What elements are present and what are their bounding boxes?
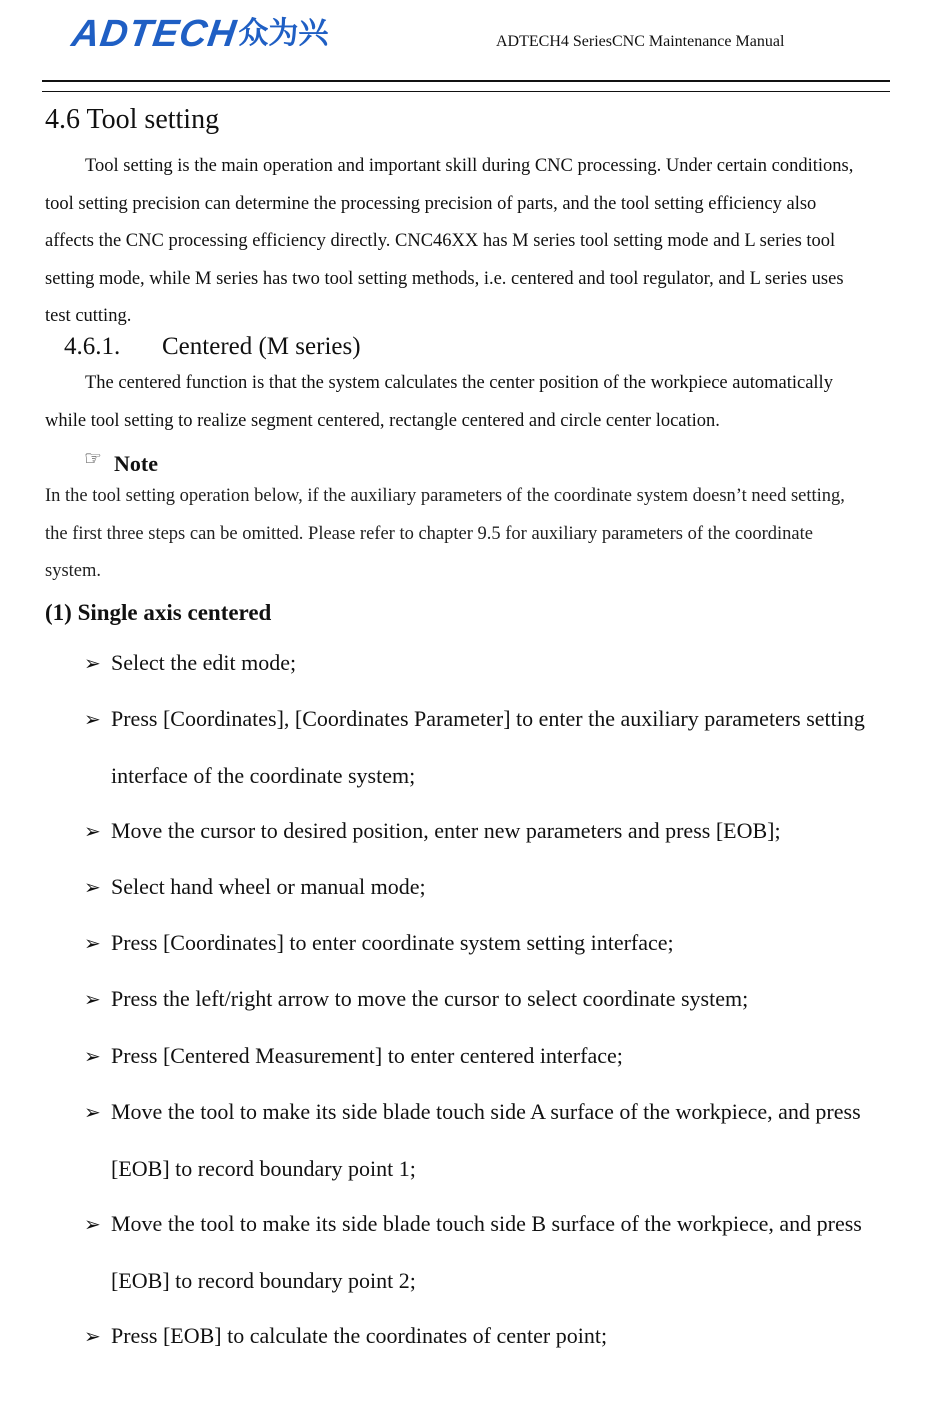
- note-paragraph: [45, 478, 845, 591]
- subsection-paragraph: [45, 365, 833, 440]
- step-text: Press [EOB] to calculate the coordinates of center point;: [111, 1323, 608, 1348]
- arrow-bullet-icon: ➢: [84, 1326, 101, 1348]
- note-line: In the tool setting operation below, if the auxiliary parameters of the coordinate system doesn’t need setting,: [45, 486, 845, 506]
- page-header: [0, 0, 950, 100]
- step-text: Select the edit mode;: [111, 650, 297, 675]
- arrow-bullet-icon: ➢: [84, 709, 101, 731]
- procedure-step: [84, 1084, 861, 1197]
- section-title: Tool setting: [86, 104, 220, 135]
- procedure-step: [84, 1196, 862, 1309]
- section-intro-paragraph: [45, 148, 853, 336]
- note-line: system.: [45, 561, 102, 581]
- arrow-bullet-icon: ➢: [84, 989, 101, 1011]
- procedure-step: [84, 1308, 607, 1365]
- arrow-bullet-icon: ➢: [84, 877, 101, 899]
- intro-line: setting mode, while M series has two tool setting methods, i.e. centered and tool regulator, and L series uses: [45, 268, 844, 289]
- step-text: Move the cursor to desired position, enter new parameters and press [EOB];: [111, 818, 781, 843]
- arrow-bullet-icon: ➢: [84, 653, 101, 675]
- procedure-step: [84, 915, 674, 972]
- procedure-step: [84, 691, 865, 804]
- arrow-bullet-icon: ➢: [84, 1102, 101, 1124]
- step-text: Move the tool to make its side blade touch side A surface of the workpiece, and press: [111, 1099, 861, 1124]
- note-label: Note: [114, 451, 158, 476]
- manual-title: ADTECH4 SeriesCNC Maintenance Manual: [496, 33, 785, 50]
- step-text-continuation: interface of the coordinate system;: [111, 763, 416, 788]
- logo-latin-text: ADTECH: [69, 13, 240, 55]
- adtech-logo: [69, 13, 329, 55]
- note-heading: [84, 446, 158, 477]
- arrow-bullet-icon: ➢: [84, 1046, 101, 1068]
- note-hand-icon: ☞: [84, 448, 102, 470]
- step-text: Press [Centered Measurement] to enter centered interface;: [111, 1043, 623, 1068]
- intro-line: test cutting.: [45, 306, 132, 326]
- subsection-line: The centered function is that the system calculates the center position of the workpiece automatically: [85, 373, 833, 393]
- procedure-step: [84, 1028, 623, 1085]
- arrow-bullet-icon: ➢: [84, 1214, 101, 1236]
- intro-line: Tool setting is the main operation and important skill during CNC processing. Under certain conditions,: [85, 156, 854, 176]
- step-text: Press [Coordinates] to enter coordinate system setting interface;: [111, 930, 674, 955]
- subsection-line: while tool setting to realize segment centered, rectangle centered and circle center location.: [45, 410, 720, 431]
- logo-cjk-text: 众为兴: [238, 16, 329, 51]
- section-heading: [45, 104, 219, 136]
- procedure-step: [84, 971, 748, 1028]
- arrow-bullet-icon: ➢: [84, 821, 101, 843]
- header-rule-thick: [42, 80, 890, 82]
- procedure-step: [84, 803, 781, 860]
- intro-line: affects the CNC processing efficiency directly. CNC46XX has M series tool setting mode and L series tool: [45, 231, 836, 251]
- subsection-heading: [64, 333, 361, 361]
- arrow-bullet-icon: ➢: [84, 933, 101, 955]
- step-text: Press [Coordinates], [Coordinates Parameter] to enter the auxiliary parameters setting: [111, 706, 865, 731]
- step-text-continuation: [EOB] to record boundary point 1;: [111, 1156, 416, 1181]
- section-number: 4.6: [45, 104, 80, 135]
- step-text: Select hand wheel or manual mode;: [111, 874, 426, 899]
- procedure-title: (1) Single axis centered: [45, 600, 272, 625]
- step-text-continuation: [EOB] to record boundary point 2;: [111, 1268, 416, 1293]
- subsection-number: 4.6.1.: [64, 333, 121, 360]
- step-text: Press the left/right arrow to move the cursor to select coordinate system;: [111, 986, 749, 1011]
- note-line: the first three steps can be omitted. Please refer to chapter 9.5 for auxiliary parameters of the coordinate: [45, 523, 813, 544]
- intro-line: tool setting precision can determine the processing precision of parts, and the tool setting efficiency also: [45, 193, 817, 214]
- subsection-title: Centered (M series): [162, 333, 361, 360]
- step-text: Move the tool to make its side blade touch side B surface of the workpiece, and press: [111, 1211, 862, 1236]
- header-rule-thin: [42, 91, 890, 92]
- procedure-step: [84, 859, 426, 916]
- procedure-step: [84, 635, 296, 692]
